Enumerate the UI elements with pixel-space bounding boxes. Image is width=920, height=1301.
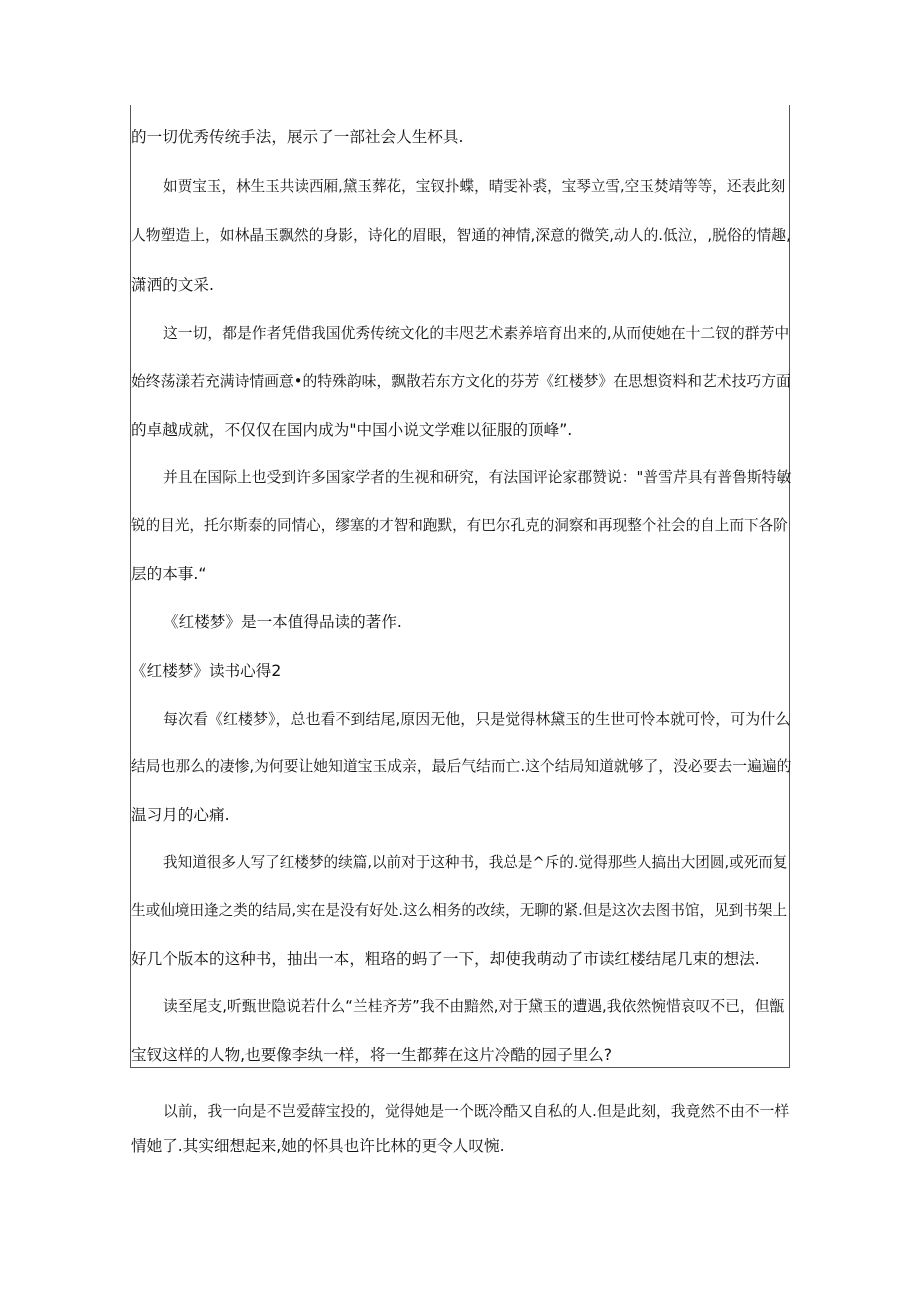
body-line: 读至尾支,听甄世隐说若什么“兰桂齐芳”我不由黯然,对于黛玉的遭遇,我依然惋惜哀叹不已，但甑 (163, 998, 785, 1015)
body-line: 如贾宝玉，林生玉共读西厢,黛玉葬花，宝钗扑蝶，晴雯补裘，宝琴立雪,空玉焚靖等等，还表此刻 (163, 178, 786, 195)
section-heading: 《红楼梦》读书心得2 (131, 662, 282, 680)
body-line: 生或仙境田逢之类的结局,实在是没有好处.这么相务的改续，无聊的紧.但是这次去图书馆，见到书架上 (131, 902, 788, 919)
body-line: 每次看《红楼梦》，总也看不到结尾,原因无他，只是觉得林黛玉的生世可怜本就可怜，可为什么 (163, 710, 791, 728)
body-line: 宝钗这样的人物,也要像李纨一样，将一生都葬在这片冷酷的园子里么? (131, 1046, 613, 1064)
body-line: 并且在国际上也受到许多国家学者的生视和研究，有法国评论家郡赞说："普雪芹具有普鲁斯特敏 (163, 469, 792, 486)
body-line: 层的本事.“ (131, 565, 207, 583)
body-line: 温习月的心痛. (131, 806, 230, 824)
body-line: 好几个版本的这种书，抽出一本，粗珞的蚂了一下，却使我萌动了市读红楼结尾几束的想法. (131, 950, 760, 968)
body-line: 锐的目光，托尔斯泰的同情心，缪塞的才智和跑默，有巴尔孔克的洞察和再现整个社会的自上而下各阶 (131, 517, 788, 534)
body-line: 的卓越成就，不仅仅在国内成为"中国小说文学难以征服的顶峰”. (131, 421, 573, 439)
body-line: 这一切，都是作者凭借我国优秀传统文化的丰咫艺术素养培育出来的,从而使她在十二钗的群芳中 (163, 325, 790, 342)
body-line: 结局也那么的凄惨,为何要让她知道宝玉成亲，最后气结而亡.这个结局知道就够了，没必要去一遍遍的 (131, 758, 792, 775)
body-line: 人物塑造上，如林晶玉飘然的身影，诗化的眉眼，智通的神情,深意的微笑,动人的.低泣，,脱俗的情趣, (131, 227, 791, 244)
bordered-text-frame (130, 105, 790, 1068)
body-line: 潇洒的文采. (131, 276, 214, 294)
body-line: 《红楼梦》是一本值得品读的著作. (163, 613, 402, 631)
body-line: 情她了.其实细想起来,她的怀具也许比林的更令人叹惋. (131, 1137, 505, 1155)
body-line: 以前，我一向是不岂爱薛宝投的，觉得她是一个既冷酷又自私的人.但是此刻，我竟然不由不一样 (163, 1103, 790, 1120)
body-line: 始终荡漾若充满诗情画意•的特殊韵味，飘散若东方文化的芬芳《红楼梦》在思想资料和艺术技巧方面 (131, 373, 791, 390)
body-line: 的一切优秀传统手法，展示了一部社会人生杯具. (131, 128, 464, 146)
body-line: 我知道很多人写了红楼梦的续篇,以前对于这种书，我总是^斥的.觉得那些人搞出大团圆,或死而复 (163, 854, 788, 871)
